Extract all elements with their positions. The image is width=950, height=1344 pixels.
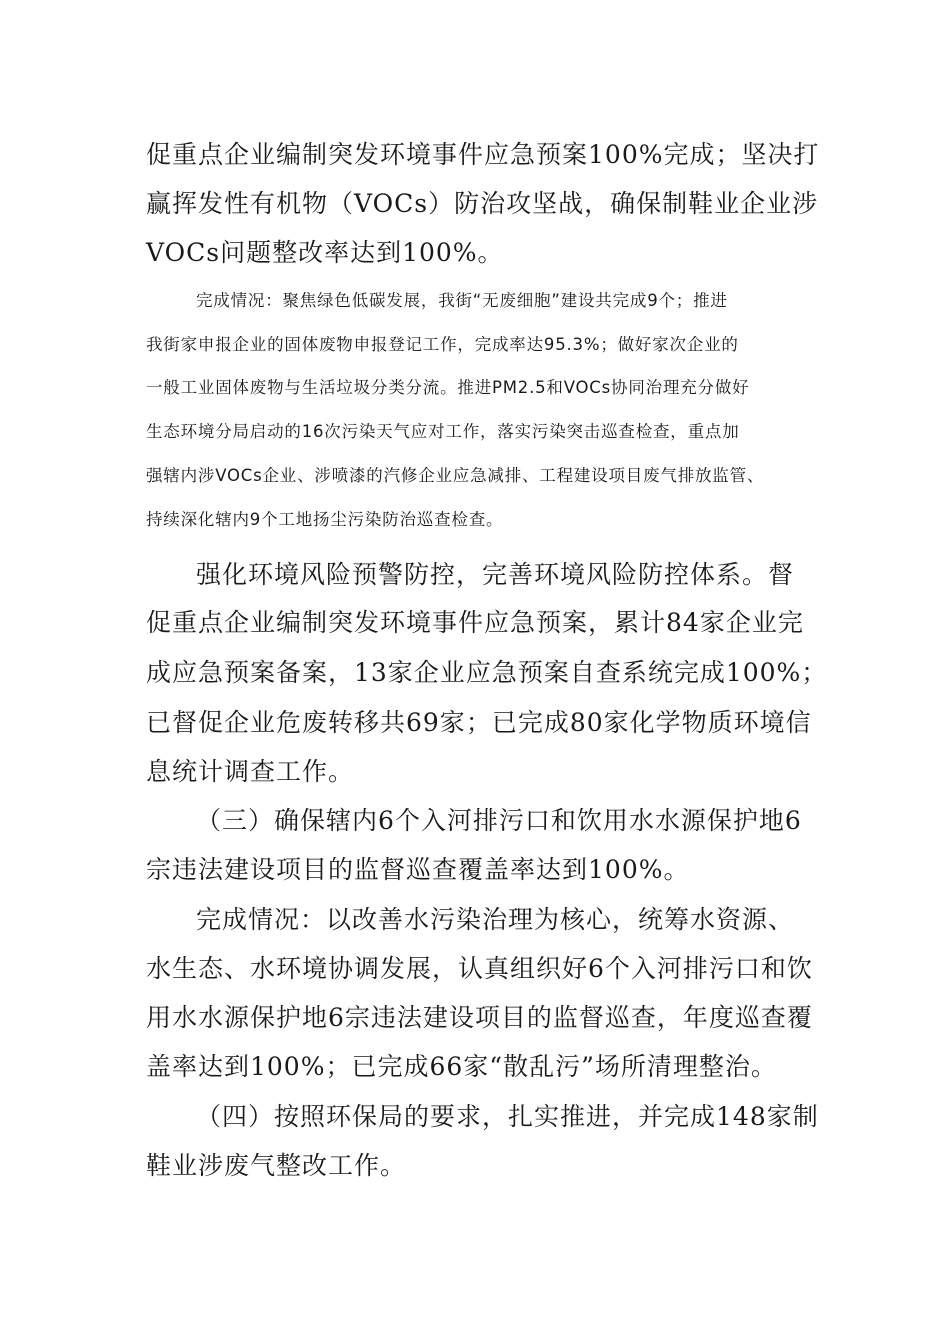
paragraph-line: VOCs问题整改率达到100%。 — [146, 238, 504, 267]
completion-note-line: 完成情况：聚焦绿色低碳发展，我街“无废细胞”建设共完成9个；推进 — [196, 291, 728, 310]
completion-note-line: 生态环境分局启动的16次污染天气应对工作，落实污染突击巡查检查，重点加 — [146, 422, 740, 441]
paragraph-line: 完成情况：以改善水污染治理为核心，统筹水资源、 — [196, 905, 795, 934]
paragraph-line: 赢挥发性有机物（VOCs）防治攻坚战，确保制鞋业企业涉 — [146, 189, 819, 218]
section-heading-line: （三）确保辖内6个入河排污口和饮用水水源保护地6 — [196, 806, 802, 835]
completion-note-line: 强辖内涉VOCs企业、涉喷漆的汽修企业应急减排、工程建设项目废气排放监管、 — [146, 466, 765, 485]
completion-note-line: 持续深化辖内9个工地扬尘污染防治巡查检查。 — [146, 510, 504, 529]
paragraph-line: 盖率达到100%；已完成66家“散乱污”场所清理整治。 — [146, 1052, 777, 1081]
paragraph-line: 水生态、水环境协调发展，认真组织好6个入河排污口和饮 — [146, 954, 813, 983]
section-heading-line: （四）按照环保局的要求，扎实推进，并完成148家制 — [196, 1102, 819, 1131]
paragraph-line: 用水水源保护地6宗违法建设项目的监督巡查，年度巡查覆 — [146, 1003, 813, 1032]
completion-note-line: 一般工业固体废物与生活垃圾分类分流。推进PM2.5和VOCs协同治理充分做好 — [146, 378, 750, 397]
paragraph-line: 强化环境风险预警防控，完善环境风险防控体系。督 — [196, 560, 795, 589]
section-heading-line: 鞋业涉废气整改工作。 — [146, 1151, 407, 1180]
paragraph-line: 已督促企业危废转移共69家；已完成80家化学物质环境信 — [146, 708, 812, 737]
paragraph-line: 促重点企业编制突发环境事件应急预案，累计84家企业完 — [146, 608, 804, 637]
paragraph-line: 促重点企业编制突发环境事件应急预案100%完成；坚决打 — [146, 140, 820, 169]
paragraph-line: 息统计调查工作。 — [146, 757, 355, 786]
completion-note-line: 我街家申报企业的固体废物申报登记工作，完成率达95.3%；做好家次企业的 — [146, 335, 739, 354]
section-heading-line: 宗违法建设项目的监督巡查覆盖率达到100%。 — [146, 855, 690, 884]
paragraph-line: 成应急预案备案，13家企业应急预案自查系统完成100%； — [146, 658, 828, 687]
